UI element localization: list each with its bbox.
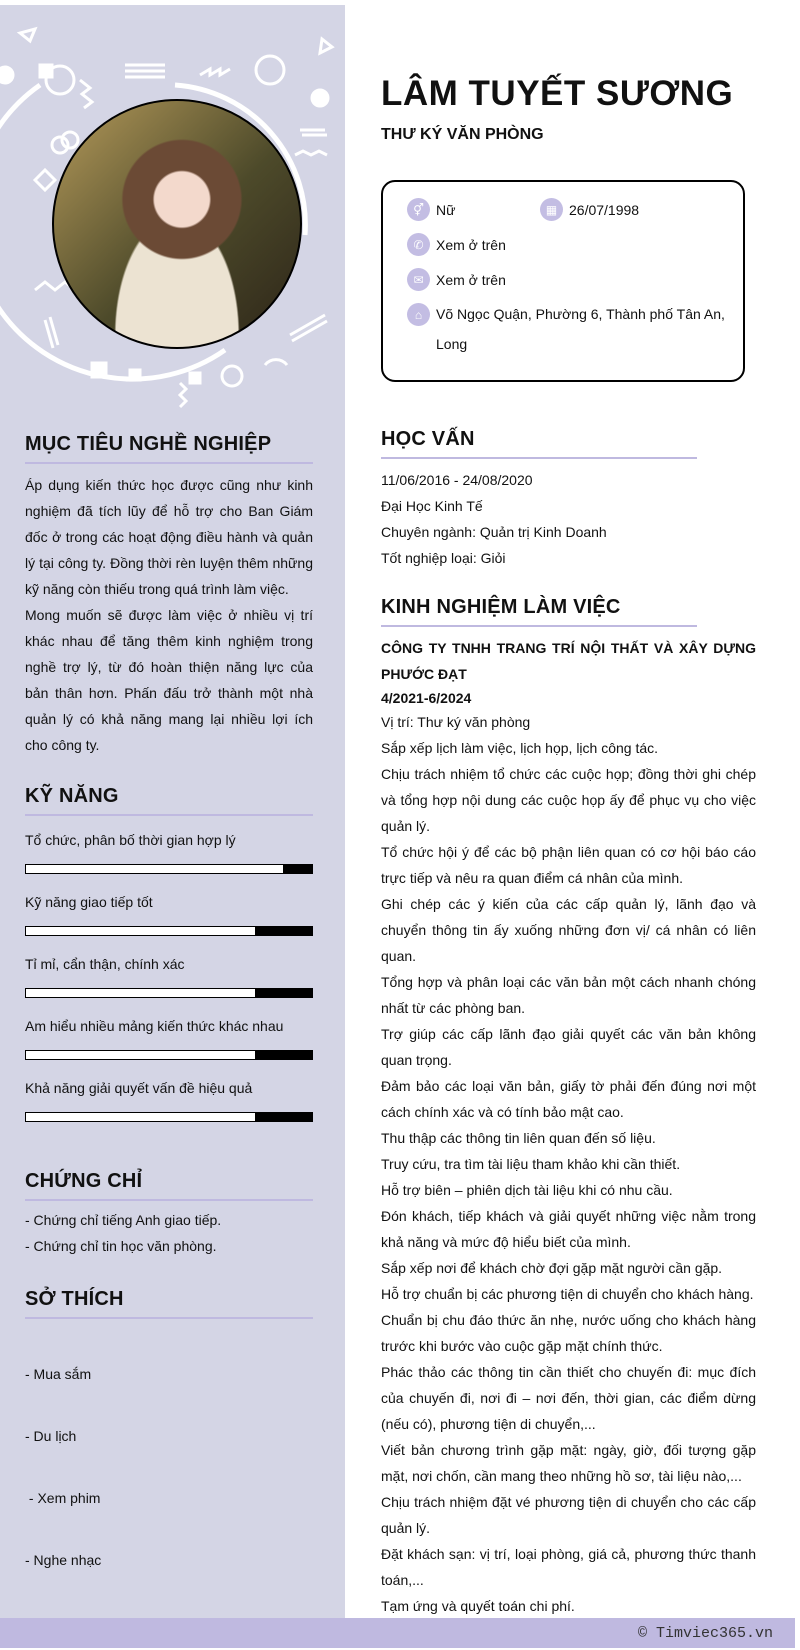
education-grade: Tốt nghiệp loại: Giỏi (381, 550, 506, 566)
experience-line: Đặt khách sạn: vị trí, loại phòng, giá cả, phương thức thanh toán,... (381, 1546, 756, 1588)
education-period: 11/06/2016 - 24/08/2020 (381, 472, 533, 488)
gender-row (407, 198, 455, 221)
hobbies-heading: SỞ THÍCH (25, 1288, 313, 1319)
address-value: Võ Ngọc Quận, Phường 6, Thành phố Tân An, (436, 306, 725, 322)
experience-line: Tổng hợp và phân loại các văn bản một cách nhanh chóng nhất từ các phòng ban. (381, 974, 756, 1016)
skill-label: Am hiểu nhiều mảng kiến thức khác nhau (25, 1018, 284, 1034)
skills-section (25, 785, 313, 1142)
skill-bar-fill (26, 927, 255, 935)
footer-credit: © Timviec365.vn (637, 1625, 773, 1642)
address-row (407, 303, 725, 359)
address-value-2: Long (436, 336, 468, 352)
gender-icon: ⚥ (407, 198, 430, 221)
contact-box (381, 180, 745, 382)
job-title: THƯ KÝ VĂN PHÒNG (381, 126, 544, 143)
experience-line: Thu thập các thông tin liên quan đến số liệu. (381, 1130, 656, 1146)
hobbies-section (25, 1288, 313, 1609)
experience-line: Sắp xếp lịch làm việc, lịch họp, lịch công tác. (381, 740, 659, 756)
skill-label: Khả năng giải quyết vấn đề hiệu quả (25, 1080, 253, 1096)
skill-bar (25, 1050, 313, 1060)
phone-row (407, 233, 506, 256)
skill-bar-fill (26, 1051, 255, 1059)
skill-label: Tổ chức, phân bố thời gian hợp lý (25, 832, 236, 848)
education-major: Chuyên ngành: Quản trị Kinh Doanh (381, 524, 607, 540)
experience-period: 4/2021-6/2024 (381, 690, 472, 706)
experience-line: Viết bản chương trình gặp mặt: ngày, giờ, đối tượng gặp mặt, nơi chốn, cần mang theo những hồ sơ, tài liệu nào,... (381, 1442, 756, 1484)
objective-heading: MỤC TIÊU NGHỀ NGHIỆP (25, 433, 313, 464)
education-school: Đại Học Kinh Tế (381, 498, 483, 514)
certificates-section (25, 1170, 313, 1259)
skill-bar (25, 1112, 313, 1122)
email-value: Xem ở trên (436, 271, 506, 288)
hobby-item: - Nghe nhạc (25, 1552, 102, 1568)
experience-line: Phác thảo các thông tin cần thiết cho chuyến đi: mục đích của chuyến đi, nơi đi – nơi đến, thời gian, các điểm dừng (nếu có), phương tiện di chuyển,... (381, 1364, 756, 1432)
experience-line: Tạm ứng và quyết toán chi phí. (381, 1598, 575, 1614)
phone-value: Xem ở trên (436, 236, 506, 253)
experience-line: Ghi chép các ý kiến của các cấp quản lý, lãnh đạo và chuyển thông tin ấy xuống những đơn vị/ cá nhân có liên quan. (381, 896, 756, 964)
experience-line: Hỗ trợ chuẩn bị các phương tiện di chuyển cho khách hàng. (381, 1286, 754, 1302)
phone-icon: ✆ (407, 233, 430, 256)
certificate-item: - Chứng chỉ tiếng Anh giao tiếp. (25, 1212, 222, 1228)
experience-line: Vị trí: Thư ký văn phòng (381, 714, 531, 730)
experience-line: Hỗ trợ biên – phiên dịch tài liệu khi có nhu cầu. (381, 1182, 673, 1198)
experience-line: Chịu trách nhiệm đặt vé phương tiện di chuyển cho các cấp quản lý. (381, 1494, 756, 1536)
experience-line: Trợ giúp các cấp lãnh đạo giải quyết các văn bản không quan trọng. (381, 1026, 756, 1068)
birthday-value: 26/07/1998 (569, 201, 640, 218)
company-name: CÔNG TY TNHH TRANG TRÍ NỘI THẤT VÀ XÂY DỰNG PHƯỚC ĐẠT (381, 640, 756, 682)
experience-heading: KINH NGHIỆM LÀM VIỆC (381, 596, 697, 627)
candidate-name: LÂM TUYẾT SƯƠNG (381, 74, 734, 113)
skill-label: Kỹ năng giao tiếp tốt (25, 894, 153, 910)
experience-section (381, 596, 756, 1619)
hobby-item: - Xem phim (25, 1490, 101, 1506)
education-section (381, 428, 697, 571)
envelope-icon: ✉ (407, 268, 430, 291)
objective-section (25, 433, 313, 758)
objective-text-2: Mong muốn sẽ được làm việc ở nhiều vị trí khác nhau để tăng thêm kinh nghiệm trong nghề trợ lý, từ đó hoàn thiện năng lực của bản thân hơn. Phấn đấu trở thành một nhà quản lý có khả năng mang lại nhiều lợi ích cho công ty. (25, 607, 313, 753)
footer (0, 1618, 795, 1648)
certificates-heading: CHỨNG CHỈ (25, 1170, 313, 1201)
skill-bar (25, 864, 313, 874)
email-row (407, 268, 506, 291)
birthday-row (540, 198, 639, 221)
experience-line: Đảm bảo các loại văn bản, giấy tờ phải đến đúng nơi một cách chính xác và có tính bảo mật cao. (381, 1078, 756, 1120)
experience-line: Đón khách, tiếp khách và giải quyết những việc nằm trong khả năng và mức độ hiểu biết của mình. (381, 1208, 756, 1250)
skill-bar (25, 926, 313, 936)
skill-bar (25, 988, 313, 998)
calendar-icon: ▦ (540, 198, 563, 221)
profile-photo (52, 99, 302, 349)
gender-value: Nữ (436, 201, 456, 218)
objective-text: Áp dụng kiến thức học được cũng như kinh nghiệm đã tích lũy để hỗ trợ cho Ban Giám đốc ở trong các hoạt động điều hành và quản lý tại công ty. Đồng thời rèn luyện thêm những kỹ năng còn thiếu trong quá trình làm việc. (25, 477, 313, 597)
sidebar (0, 5, 345, 1618)
skill-bar-fill (26, 1113, 255, 1121)
skill-bar-fill (26, 865, 283, 873)
home-icon: ⌂ (407, 303, 430, 326)
experience-line: Sắp xếp nơi để khách chờ đợi gặp mặt người cần gặp. (381, 1260, 723, 1276)
skill-bar-fill (26, 989, 255, 997)
skill-label: Tỉ mỉ, cẩn thận, chính xác (25, 956, 185, 972)
experience-line: Truy cứu, tra tìm tài liệu tham khảo khi cần thiết. (381, 1156, 681, 1172)
experience-line: Tổ chức hội ý để các bộ phận liên quan có cơ hội báo cáo trực tiếp và nêu ra quan điểm cá nhân của mình. (381, 844, 756, 886)
experience-line: Chuẩn bị chu đáo thức ăn nhẹ, nước uống cho khách hàng trước khi bước vào cuộc gặp mặt chính thức. (381, 1312, 756, 1354)
skills-heading: KỸ NĂNG (25, 785, 313, 816)
hobby-item: - Du lịch (25, 1428, 77, 1444)
certificate-item: - Chứng chỉ tin học văn phòng. (25, 1238, 217, 1254)
hobby-item: - Mua sắm (25, 1366, 92, 1382)
education-heading: HỌC VẤN (381, 428, 697, 459)
experience-line: Chịu trách nhiệm tổ chức các cuộc họp; đồng thời ghi chép và tổng hợp nội dung các cuộc họp ấy để phục vụ cho việc quản lý. (381, 766, 756, 834)
